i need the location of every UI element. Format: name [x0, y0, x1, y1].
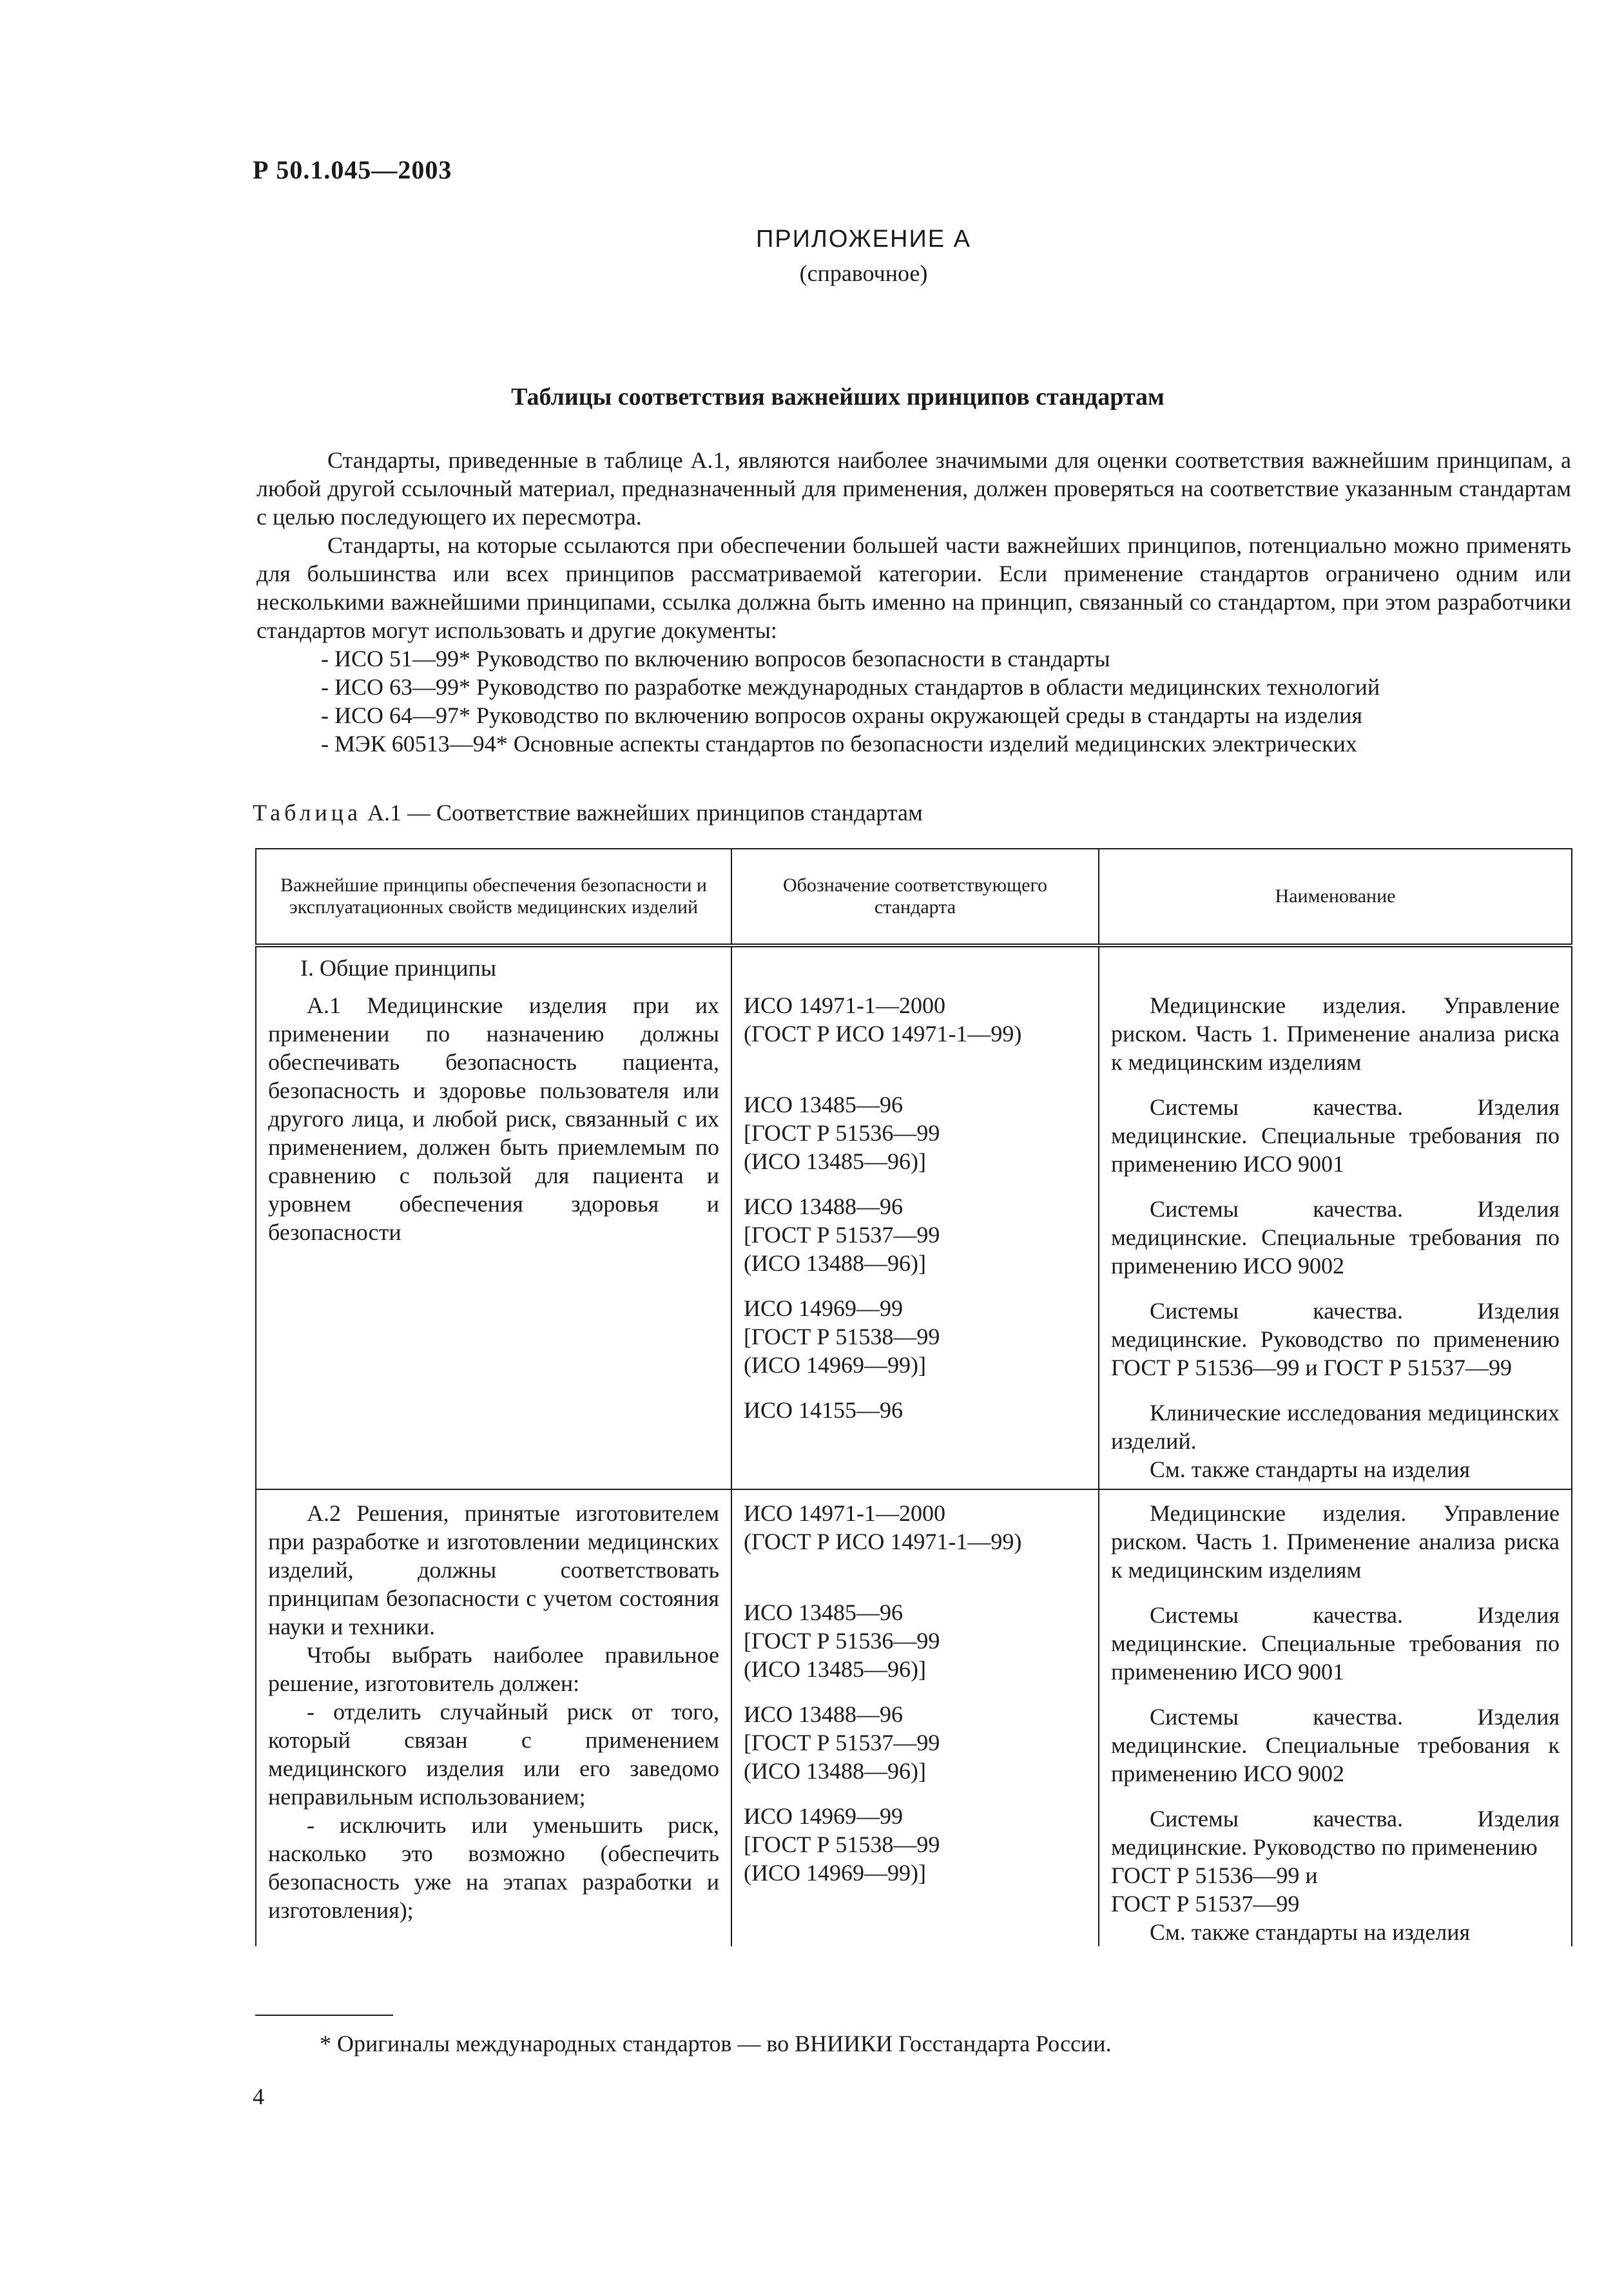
designation-line: [ГОСТ Р 51537—99: [744, 1222, 940, 1248]
empty-cell: [731, 945, 1099, 982]
standard-name-line: Системы качества. Изделия медицинские. Руководство по применению: [1111, 1806, 1560, 1860]
body-text: [256, 446, 1571, 758]
standard-designation: [744, 1700, 1087, 1785]
designation-line: [ГОСТ Р 51536—99: [744, 1120, 940, 1146]
standard-name-line: ГОСТ Р 51536—99 и: [1111, 1862, 1318, 1888]
designation-line: ИСО 14971-1—2000: [744, 992, 945, 1018]
designation-line: ИСО 13485—96: [744, 1600, 904, 1625]
paragraph-1: Стандарты, приведенные в таблице А.1, являются наиболее значимыми для оценки соответствия важнейшим принципам, а любой другой ссылочный материал, предназначенный для применения, должен проверяться на соответствие указанным стандартам с целью последующего их пересмотра.: [256, 447, 1571, 530]
designation-line: (ГОСТ Р ИСО 14971-1—99): [744, 1021, 1022, 1047]
paragraph-2: Стандарты, на которые ссылаются при обеспечении большей части важнейших принципов, потенциально можно применять для большинства или всех принципов рассматриваемой категории. Если применение стандартов ограничено одним или несколькими важнейшими принципами, ссылка должна быть именно на принцип, связанный со стандартом, при этом разработчики стандартов могут использовать и другие документы:: [256, 532, 1571, 643]
header-designation: Обозначение соответствующего стандарта: [731, 849, 1099, 945]
standard-designation: [744, 1598, 1087, 1683]
standard-name: Медицинские изделия. Управление риском. Часть 1. Применение анализа риска к медицинским изделиям: [1111, 992, 1560, 1075]
footnote-divider: [255, 2015, 393, 2016]
designation-line: ИСО 14971-1—2000: [744, 1500, 945, 1526]
designation-line: [ГОСТ Р 51536—99: [744, 1628, 940, 1654]
reference-list-item: - ИСО 64—97* Руководство по включению вопросов охраны окружающей среды в стандарты на изделия: [321, 702, 1362, 728]
document-code: Р 50.1.045—2003: [253, 155, 452, 184]
group-title-cell: [256, 945, 731, 982]
designation-line: (ИСО 13485—96)]: [744, 1656, 926, 1682]
name-cell: [1099, 1489, 1572, 1946]
table-row: [256, 982, 1572, 1489]
reference-list-item: - ИСО 51—99* Руководство по включению вопросов безопасности в стандарты: [321, 646, 1110, 672]
designation-line: (ИСО 13485—96)]: [744, 1148, 926, 1174]
standard-name: Системы качества. Изделия медицинские. Специальные требования по применению ИСО 9002: [1111, 1196, 1560, 1279]
table-caption-text: — Соответствие важнейших принципов стандартам: [407, 800, 923, 826]
reference-list-item: - ИСО 63—99* Руководство по разработке международных стандартов в области медицинских технологий: [321, 674, 1380, 700]
designation-line: (ИСО 13488—96)]: [744, 1250, 926, 1276]
standard-designation: [744, 1294, 1087, 1379]
standard-name: [1111, 1804, 1560, 1918]
reference-list-item: - МЭК 60513—94* Основные аспекты стандартов по безопасности изделий медицинских электрических: [321, 731, 1357, 757]
standard-designation: [744, 1396, 1087, 1424]
see-also-note: См. также стандарты на изделия: [1150, 1456, 1471, 1482]
designation-line: ИСО 14155—96: [744, 1397, 904, 1423]
footnote: * Оригиналы международных стандартов — во ВНИИКИ Госстандарта России.: [320, 2031, 1112, 2056]
standard-designation: [744, 1499, 1087, 1556]
designation-line: ИСО 13485—96: [744, 1092, 904, 1117]
designation-line: ИСО 14969—99: [744, 1803, 904, 1829]
table-header-row: [256, 849, 1572, 945]
standard-designation: [744, 1090, 1087, 1175]
header-name: Наименование: [1099, 849, 1572, 945]
table-caption: [253, 799, 923, 826]
designation-cell: [731, 982, 1099, 1489]
designation-line: (ИСО 14969—99)]: [744, 1352, 926, 1378]
empty-cell: [1099, 945, 1572, 982]
table-row: [256, 1489, 1572, 1946]
designation-line: ИСО 13488—96: [744, 1194, 904, 1219]
standards-table-grid: [255, 848, 1572, 1946]
see-also-note: См. также стандарты на изделия: [1150, 1919, 1471, 1945]
appendix-title: ПРИЛОЖЕНИЕ А: [755, 226, 972, 253]
table-caption-number: А.1: [367, 800, 401, 826]
standard-name: Клинические исследования медицинских изделий.: [1111, 1400, 1560, 1454]
reference-list: [256, 644, 1571, 758]
designation-cell: [731, 1489, 1099, 1946]
standards-table: [255, 848, 1571, 1946]
page-number: 4: [253, 2084, 264, 2109]
standard-name-line: ГОСТ Р 51537—99: [1111, 1891, 1300, 1917]
principle-cell: [256, 982, 731, 1489]
table-row: [256, 945, 1572, 982]
standard-designation: [744, 1192, 1087, 1277]
designation-line: (ИСО 13488—96)]: [744, 1758, 926, 1784]
header-principles: Важнейшие принципы обеспечения безопасности и эксплуатационных свойств медицинских изделий: [256, 849, 731, 945]
table-caption-prefix: Таблица: [253, 800, 362, 826]
designation-line: (ИСО 14969—99)]: [744, 1860, 926, 1886]
standard-name: Медицинские изделия. Управление риском. Часть 1. Применение анализа риска к медицинским изделиям: [1111, 1500, 1560, 1583]
designation-line: ИСО 13488—96: [744, 1701, 904, 1727]
group-title: I. Общие принципы: [300, 955, 497, 981]
standard-name: Системы качества. Изделия медицинские. Специальные требования по применению ИСО 9001: [1111, 1602, 1560, 1685]
section-heading: Таблицы соответствия важнейших принципов стандартам: [511, 383, 1165, 411]
designation-line: (ГОСТ Р ИСО 14971-1—99): [744, 1529, 1022, 1554]
principle-text: А.1 Медицинские изделия при их применении по назначению должны обеспечивать безопасность пациента, безопасность и здоровье пользователя или другого лица, и любой риск, связанный с их применением, должен быть приемлемым по сравнению с пользой для пациента и уровнем обеспечения здоровья и безопасности: [268, 992, 719, 1245]
name-cell: [1099, 982, 1572, 1489]
principle-bullet: - исключить или уменьшить риск, насколько это возможно (обеспечить безопасность уже на этапах разработки и изготовления);: [268, 1812, 719, 1923]
designation-line: [ГОСТ Р 51538—99: [744, 1324, 940, 1349]
designation-line: ИСО 14969—99: [744, 1295, 904, 1321]
principle-bullet: - отделить случайный риск от того, который связан с применением медицинского изделия или его заведомо неправильным использованием;: [268, 1699, 719, 1810]
appendix-header: [0, 226, 1624, 287]
principle-text: А.2 Решения, принятые изготовителем при разработке и изготовлении медицинских изделий, должны соответствовать принципам безопасности с учетом состояния науки и техники.: [268, 1500, 719, 1639]
principle-continuation: Чтобы выбрать наиболее правильное решение, изготовитель должен:: [268, 1642, 719, 1696]
standard-name: Системы качества. Изделия медицинские. Специальные требования по применению ИСО 9001: [1111, 1094, 1560, 1177]
standard-designation: [744, 991, 1087, 1048]
designation-line: [ГОСТ Р 51538—99: [744, 1832, 940, 1857]
standard-designation: [744, 1802, 1087, 1887]
standard-name: Системы качества. Изделия медицинские. Специальные требования к применению ИСО 9002: [1111, 1704, 1560, 1786]
designation-line: [ГОСТ Р 51537—99: [744, 1730, 940, 1756]
standard-name: Системы качества. Изделия медицинские. Руководство по применению ГОСТ Р 51536—99 и ГОСТ Р 51537—99: [1111, 1298, 1560, 1380]
appendix-subtitle: (справочное): [799, 260, 928, 286]
principle-cell: [256, 1489, 731, 1946]
